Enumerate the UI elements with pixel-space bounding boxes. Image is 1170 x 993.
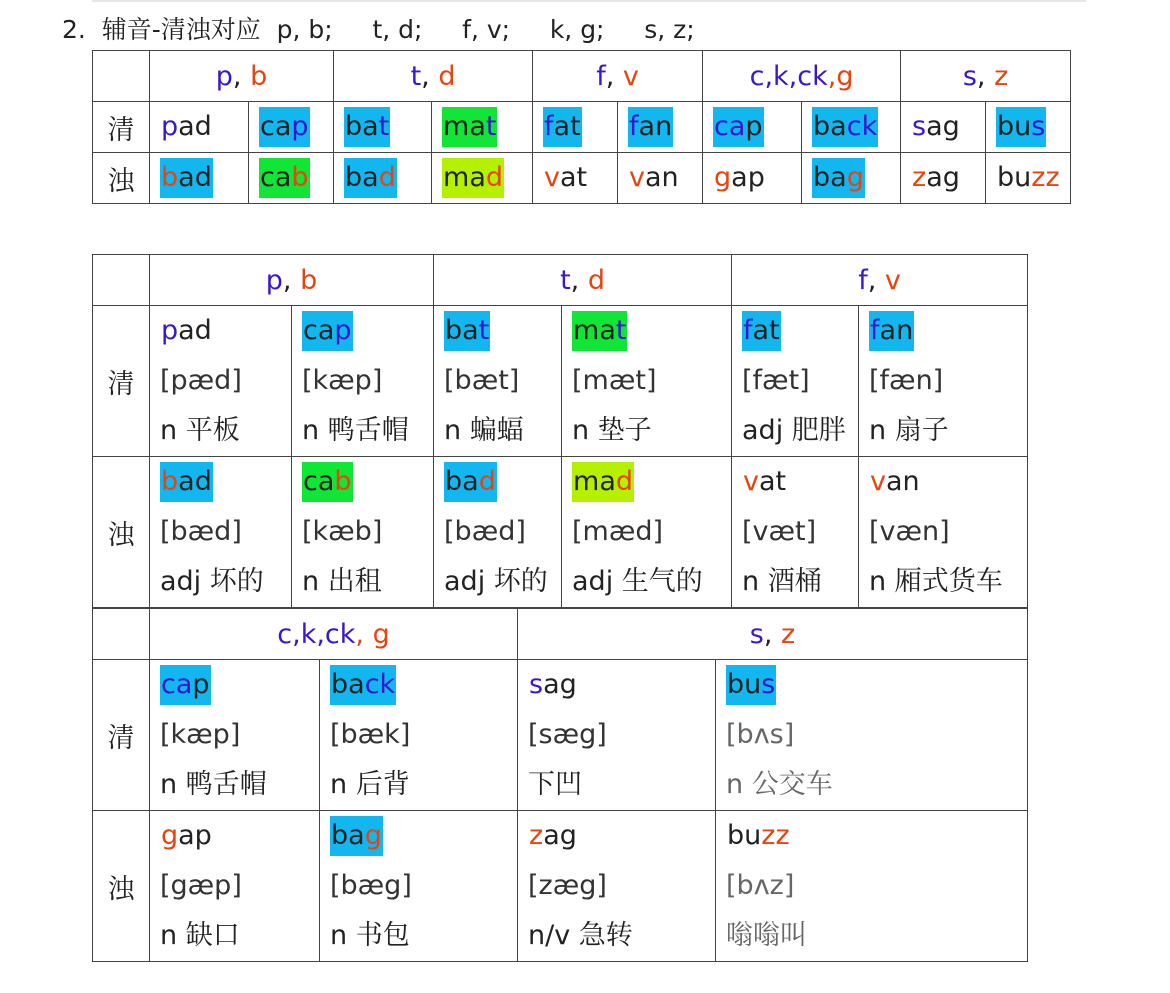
word-bag: bag bbox=[802, 153, 901, 204]
word-mad: mad bbox=[432, 153, 533, 204]
header-sz: s, z bbox=[901, 51, 1071, 102]
summary-table bbox=[92, 50, 1071, 204]
header-pb: p, b bbox=[150, 255, 434, 306]
word-bad: bad bbox=[334, 153, 432, 204]
gloss: n 蝙蝠 bbox=[444, 415, 524, 446]
header-ckg: c,k,ck,g bbox=[703, 51, 901, 102]
word-cap: cap bbox=[249, 102, 334, 153]
ipa: [bæk] bbox=[330, 719, 411, 750]
gloss: n 出租 bbox=[302, 566, 382, 597]
ipa: [sæg] bbox=[528, 719, 607, 750]
ipa: [kæb] bbox=[302, 516, 383, 547]
word-fat: fat bbox=[533, 102, 618, 153]
word-mat: mat bbox=[432, 102, 533, 153]
row-label-voiced: 浊 bbox=[93, 457, 150, 608]
entry-sag: sag [sæg] 下凹 bbox=[518, 660, 716, 811]
entry-bus: bus [bʌs] n 公交车 bbox=[716, 660, 1028, 811]
word-vat: vat bbox=[533, 153, 618, 204]
entry-vat: vat [væt] n 酒桶 bbox=[732, 457, 859, 608]
ipa: [bæd] bbox=[160, 516, 242, 547]
voiced-row bbox=[93, 153, 1071, 204]
gloss: n 厢式货车 bbox=[869, 566, 1003, 597]
word-pad: pad bbox=[150, 102, 249, 153]
gloss: n/v 急转 bbox=[528, 920, 633, 951]
header-row bbox=[93, 51, 1071, 102]
ipa: [bæd] bbox=[444, 516, 526, 547]
gloss: n 垫子 bbox=[572, 415, 652, 446]
corner-cell bbox=[93, 255, 150, 306]
header-row bbox=[93, 609, 1028, 660]
word-van: van bbox=[618, 153, 703, 204]
gloss: adj 坏的 bbox=[160, 566, 264, 597]
voiceless-row bbox=[93, 102, 1071, 153]
entry-back: back [bæk] n 后背 bbox=[320, 660, 518, 811]
gloss: n 书包 bbox=[330, 920, 410, 951]
gloss: adj 生气的 bbox=[572, 566, 703, 597]
word-bad: bad bbox=[150, 153, 249, 204]
ipa: [fæn] bbox=[869, 365, 944, 396]
gloss: 下凹 bbox=[528, 769, 583, 800]
word-cab: cab bbox=[249, 153, 334, 204]
header-row bbox=[93, 255, 1028, 306]
gloss: adj 肥胖 bbox=[742, 415, 846, 446]
entry-cap: cap [kæp] n 鸭舌帽 bbox=[150, 660, 320, 811]
entry-mat: mat [mæt] n 垫子 bbox=[562, 306, 732, 457]
ipa: [zæg] bbox=[528, 870, 607, 901]
entry-bad: bad [bæd] adj 坏的 bbox=[434, 457, 562, 608]
gloss: adj 坏的 bbox=[444, 566, 548, 597]
row-label-voiced: 浊 bbox=[93, 811, 150, 962]
word-gap: gap bbox=[703, 153, 802, 204]
entry-cap: cap [kæp] n 鸭舌帽 bbox=[292, 306, 434, 457]
word-bat: bat bbox=[334, 102, 432, 153]
voiced-row bbox=[93, 457, 1028, 608]
header-td: t, d bbox=[334, 51, 533, 102]
ipa: [pæd] bbox=[160, 365, 242, 396]
gloss: n 缺口 bbox=[160, 920, 240, 951]
ipa: [kæp] bbox=[302, 365, 383, 396]
entry-fan: fan [fæn] n 扇子 bbox=[859, 306, 1028, 457]
word-buzz: buzz bbox=[986, 153, 1071, 204]
gloss: n 公交车 bbox=[726, 769, 833, 800]
entry-bat: bat [bæt] n 蝙蝠 bbox=[434, 306, 562, 457]
ipa: [gæp] bbox=[160, 870, 242, 901]
ipa: [mæt] bbox=[572, 365, 657, 396]
header-td: t, d bbox=[434, 255, 732, 306]
header-fv: f, v bbox=[533, 51, 703, 102]
ipa: [fæt] bbox=[742, 365, 810, 396]
ipa: [væt] bbox=[742, 516, 817, 547]
ipa: [kæp] bbox=[160, 719, 241, 750]
word-cap: cap bbox=[703, 102, 802, 153]
entry-cab: cab [kæb] n 出租 bbox=[292, 457, 434, 608]
ipa: [mæd] bbox=[572, 516, 664, 547]
gloss: n 鸭舌帽 bbox=[302, 415, 409, 446]
corner-cell bbox=[93, 609, 150, 660]
corner-cell bbox=[93, 51, 150, 102]
row-label-voiced: 浊 bbox=[93, 153, 150, 204]
entry-gap: gap [gæp] n 缺口 bbox=[150, 811, 320, 962]
gloss: 嗡嗡叫 bbox=[726, 920, 808, 951]
ipa: [bæg] bbox=[330, 870, 412, 901]
ipa: [væn] bbox=[869, 516, 950, 547]
word-fan: fan bbox=[618, 102, 703, 153]
entry-zag: zag [zæg] n/v 急转 bbox=[518, 811, 716, 962]
ipa: [bʌs] bbox=[726, 719, 795, 750]
entry-fat: fat [fæt] adj 肥胖 bbox=[732, 306, 859, 457]
header-sz: s, z bbox=[518, 609, 1028, 660]
gloss: n 平板 bbox=[160, 415, 240, 446]
row-label-voiceless: 清 bbox=[93, 102, 150, 153]
entry-pad: pad [pæd] n 平板 bbox=[150, 306, 292, 457]
entry-van: van [væn] n 厢式货车 bbox=[859, 457, 1028, 608]
ipa: [bʌz] bbox=[726, 870, 795, 901]
header-pb: p, b bbox=[150, 51, 334, 102]
word-back: back bbox=[802, 102, 901, 153]
section-heading: 2. 辅音-清浊对应 p, b; t, d; f, v; k, g; s, z; bbox=[62, 15, 695, 44]
voiced-row bbox=[93, 811, 1028, 962]
header-fv: f, v bbox=[732, 255, 1028, 306]
gloss: n 后背 bbox=[330, 769, 410, 800]
gloss: n 鸭舌帽 bbox=[160, 769, 267, 800]
ipa: [bæt] bbox=[444, 365, 520, 396]
header-ckg: c,k,ck, g bbox=[150, 609, 518, 660]
gloss: n 扇子 bbox=[869, 415, 949, 446]
entry-mad: mad [mæd] adj 生气的 bbox=[562, 457, 732, 608]
detail-table-ckg-sz bbox=[92, 608, 1028, 962]
entry-buzz: buzz [bʌz] 嗡嗡叫 bbox=[716, 811, 1028, 962]
voiceless-row bbox=[93, 660, 1028, 811]
entry-bag: bag [bæg] n 书包 bbox=[320, 811, 518, 962]
word-bus: bus bbox=[986, 102, 1071, 153]
detail-table-pb-td-fv bbox=[92, 254, 1028, 608]
word-zag: zag bbox=[901, 153, 986, 204]
gloss: n 酒桶 bbox=[742, 566, 822, 597]
word-sag: sag bbox=[901, 102, 986, 153]
voiceless-row bbox=[93, 306, 1028, 457]
entry-bad: bad [bæd] adj 坏的 bbox=[150, 457, 292, 608]
top-rule bbox=[92, 0, 1086, 2]
row-label-voiceless: 清 bbox=[93, 660, 150, 811]
row-label-voiceless: 清 bbox=[93, 306, 150, 457]
